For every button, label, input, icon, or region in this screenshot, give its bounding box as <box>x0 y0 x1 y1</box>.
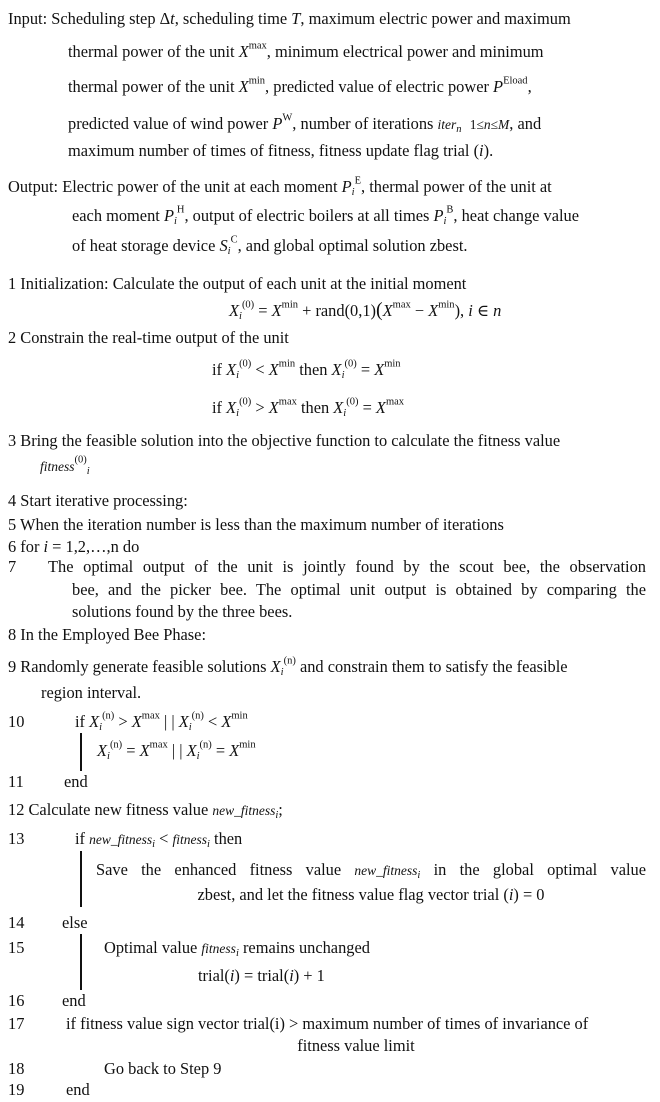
step-12: 12 Calculate new fitness value new_fitness$_i$; <box>8 800 283 822</box>
input-line-3: thermal power of the unit $X^{min}$, predicted value of electric power $P^{Eload}$, <box>68 75 532 96</box>
step-9-line-2: region interval. <box>41 683 142 702</box>
step-18-text: Go back to Step 9 <box>104 1059 222 1078</box>
step-7-line-2: bee, and the picker bee. The optimal unit output is obtained by comparing the <box>72 580 646 599</box>
input-label: Input: <box>8 9 48 28</box>
step-15-line-1: Optimal value fitness$_i$ remains unchanged <box>104 938 370 960</box>
step-8: 8 In the Employed Bee Phase: <box>8 625 207 644</box>
step-5: 5 When the iteration number is less than the maximum number of iterations <box>8 515 504 534</box>
step-11-end: end <box>64 772 88 791</box>
step-17-line-2: fitness value limit <box>297 1036 415 1055</box>
step-9-line-1: 9 Randomly generate feasible solutions $X_i^{(n)}$ and constrain them to satisfy the feasible <box>8 655 568 679</box>
input-line-1: Input: Scheduling step Δt, scheduling time T, maximum electric power and maximum <box>8 9 571 28</box>
constraint-min: if $X_i^{(0)} < X^{min}$ then $X_i^{(0)} = X^{min}$ <box>212 358 401 382</box>
output-line-2: each moment $P_i^H$, output of electric boilers at all times $P_i^B$, heat change value <box>72 204 580 228</box>
step-16-end: end <box>62 991 86 1010</box>
save-line-2: zbest, and let the fitness value flag vector trial (i) = 0 <box>197 885 545 904</box>
output-label: Output: <box>8 177 59 196</box>
step-17-line-1: if fitness value sign vector trial(i) > maximum number of times of invariance of <box>66 1014 589 1033</box>
output-line-1: Output: Electric power of the unit at each moment $P_i^E$, thermal power of the unit at <box>8 175 552 199</box>
step-4: 4 Start iterative processing: <box>8 491 188 510</box>
block-bar <box>80 851 82 907</box>
output-line-3: of heat storage device $S_i^C$, and global optimal solution zbest. <box>72 234 468 258</box>
step-6: 6 for i = 1,2,…,n do <box>8 537 140 556</box>
step-7-line-1: The optimal output of the unit is jointly found by the scout bee, the observation <box>48 557 646 576</box>
block-bar <box>80 934 82 990</box>
step-15-line-2: trial(i) = trial(i) + 1 <box>198 966 325 985</box>
step-7-line-3: solutions found by the three bees. <box>72 602 293 621</box>
step-17-number: 17 <box>8 1014 25 1033</box>
step-14-number: 14 <box>8 913 25 932</box>
step-10-condition: if $X_i^{(n)} > X^{max}$ | | $X_i^{(n)} < X^{min}$ <box>75 710 248 734</box>
step-18-number: 18 <box>8 1059 25 1078</box>
step-19-end: end <box>66 1080 90 1099</box>
constraint-max: if $X_i^{(0)} > X^{max}$ then $X_i^{(0)} = X^{max}$ <box>212 396 405 420</box>
step-19-number: 19 <box>8 1080 25 1099</box>
fitness-initial: fitness$^{(0)}_i$ <box>40 454 90 478</box>
step-14-else: else <box>62 913 88 932</box>
step-2: 2 Constrain the real-time output of the unit <box>8 328 289 347</box>
step-3: 3 Bring the feasible solution into the objective function to calculate the fitness value <box>8 431 561 450</box>
save-line-1: Save the enhanced fitness value new_fitness$_i$ in the global optimal value <box>96 860 646 882</box>
step-15-number: 15 <box>8 938 25 957</box>
input-line-2: thermal power of the unit $X^{max}$, minimum electrical power and minimum <box>68 40 544 61</box>
step-11-number: 11 <box>8 772 24 791</box>
input-line-5: maximum number of times of fitness, fitness update flag trial (i). <box>68 141 494 160</box>
step-10-number: 10 <box>8 712 25 731</box>
step-7-number: 7 <box>8 557 17 576</box>
step-1: 1 Initialization: Calculate the output of each unit at the initial moment <box>8 274 467 293</box>
step-16-number: 16 <box>8 991 25 1010</box>
init-equation: $X_i^{(0)} = X^{min}$ + $rand(0,1)(X^{max} - X^{min})$, i ∈ n <box>229 299 502 323</box>
step-10-assignment: $X_i^{(n)} = X^{max}$ | | $X_i^{(n)} = X^{min}$ <box>97 739 256 763</box>
block-bar <box>80 733 82 771</box>
step-13-number: 13 <box>8 829 25 848</box>
step-13-condition: if new_fitness$_i$ < fitness$_i$ then <box>75 829 243 851</box>
input-line-4: predicted value of wind power $P^W$, number of iterations iter$_n$ 1≤n≤M, and <box>68 112 542 136</box>
